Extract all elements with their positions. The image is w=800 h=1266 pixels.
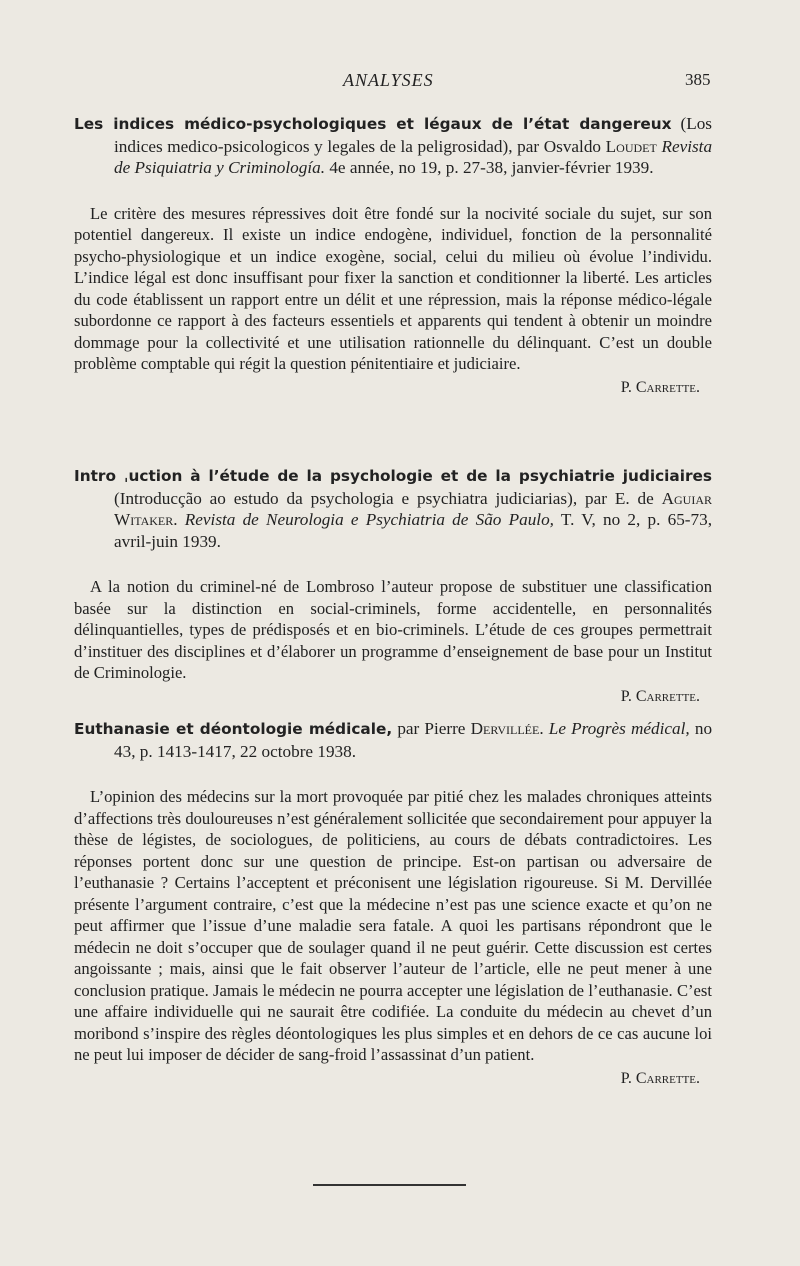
entry-journal: Le Progrès médical, xyxy=(548,719,690,738)
entry-title: Intro ˌuction à l’étude de la psychologie et de la psychiatrie judiciaires xyxy=(74,467,712,485)
entry-title: Les indices médico-psychologiques et légaux de l’état dangereux xyxy=(74,115,672,133)
entry-journal: Revista de Neurologia e Psychiatria de São Paulo, xyxy=(184,510,554,529)
entry-reference: T. V, no 2, p. 65-73, avril-juin 1939. xyxy=(114,510,712,551)
entry-heading xyxy=(74,718,712,762)
entry-body: A la notion du criminel-né de Lombroso l’auteur propose de substituer une classification basée sur la distinction en social-criminels, forme accidentelle, en personnalités délinquantielles, types de prédisposés et en bio-criminels. L’étude de ces groupes permettrait d’instituer des disciplines et d’élaborer un programme d’enseignement de base pour un Institut de Criminologie. xyxy=(74,577,712,682)
review-entry-3 xyxy=(74,718,712,1088)
entry-body: L’opinion des médecins sur la mort provoquée par pitié chez les malades chroniques atteints d’affections très douloureuses n’est généralement sollicitée que secondairement pour appuyer la thèse de légistes, de sociologues, de politiciens, au cours de débats contradictoires. Les réponses portent donc sur une question de principe. Est-on partisan ou adversaire de l’euthanasie ? Certains l’acceptent et préconisent une législation rigoureuse. Si M. Dervillée présente l’argument contraire, c’est que la médecine n’est pas une science exacte et qu’on ne peut affirmer que l’issue d’une maladie sera fatale. A quoi les partisans répondront que le médecin ne doit s’occuper que de soulager quand il ne peut guérir. Cette discussion est certes angoissante ; mais, ainsi que le fait observer l’auteur de l’article, elle ne peut mener à une conclusion pratique. Jamais le médecin ne pourra accepter une législation de l’euthanasie. C’est une affaire individuelle qui ne saurait être codifiée. La conduite du médecin au chevet d’un moribond s’inspire des règles déontologiques les plus simples et en dehors de ce cas aucune loi ne peut lui imposer de décider de sang-froid l’assassinat d’un patient. xyxy=(74,787,712,1064)
entry-author: Dervillée. xyxy=(470,719,544,738)
entry-signature: P. Carrette. xyxy=(620,687,700,705)
entry-heading xyxy=(74,465,712,552)
entry-author: Loudet xyxy=(605,136,657,156)
entry-original-title: (Los indices medico-psicologicos y legales de la peligrosidad), xyxy=(114,114,712,156)
running-head xyxy=(0,70,800,98)
end-rule xyxy=(313,1184,466,1186)
entry-heading xyxy=(74,113,712,179)
entry-by: par E. de xyxy=(585,488,654,508)
entry-signature: P. Carrette. xyxy=(620,1069,700,1087)
running-head-title: ANALYSES xyxy=(343,70,434,90)
entry-journal: Revista de Psiquiatria y Criminología. xyxy=(114,136,713,177)
entry-reference: no 43, p. 1413-1417, 22 octobre 1938. xyxy=(114,719,713,761)
review-entry-2 xyxy=(74,465,712,706)
entry-by: par Pierre xyxy=(397,719,466,738)
entry-by: par Osvaldo xyxy=(517,136,602,156)
entry-reference: 4e année, no 19, p. 27-38, janvier-février 1939. xyxy=(329,158,654,177)
page-number: 385 xyxy=(685,70,711,89)
entry-author: Aguiar Witaker. xyxy=(114,488,713,529)
review-entry-1 xyxy=(74,113,712,397)
entry-original-title: (Introducção ao estudo da psychologia e psychiatra judiciarias), xyxy=(114,488,578,508)
entry-signature: P. Carrette. xyxy=(620,378,700,396)
entry-body: Le critère des mesures répressives doit être fondé sur la nocivité sociale du sujet, sur son potentiel dangereux. Il existe un indice endogène, individuel, fonction de la personnalité psycho-physiologique et un indice exogène, social, celui du milieu où évolue l’individu. L’indice légal est donc insuffisant pour fixer la sanction et conditionner la liberté. Les articles du code établissent un rapport entre un délit et une répression, mais la réponse médico-légale subordonne ce rapport à des facteurs essentiels et apparents qui tendent à obtenir un moindre dommage pour la collectivité et une utilisation rationnelle du délinquant. C’est un double problème comptable qui régit la question pénitentiaire et judiciaire. xyxy=(74,203,712,373)
entry-title: Euthanasie et déontologie médicale, xyxy=(74,720,393,738)
